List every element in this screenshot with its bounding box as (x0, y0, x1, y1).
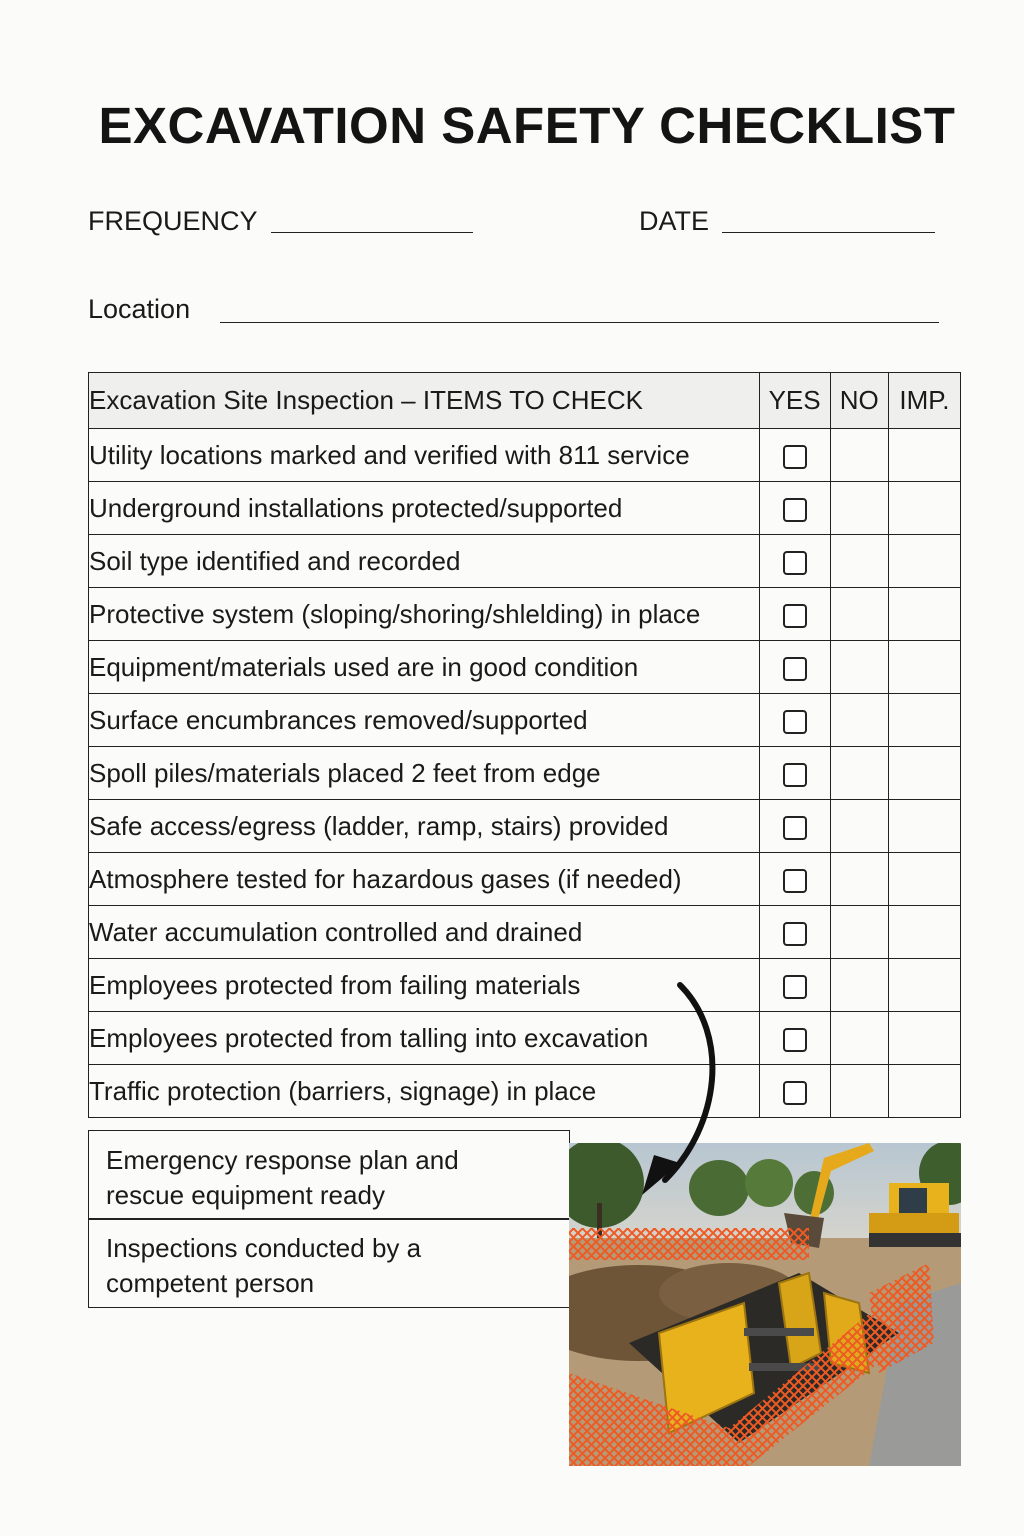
frequency-field[interactable] (271, 232, 473, 233)
no-cell[interactable] (830, 800, 888, 853)
checklist-item-label: Underground installations protected/supported (89, 482, 760, 535)
imp-cell[interactable] (888, 1012, 960, 1065)
extra-row-inspections (88, 1218, 570, 1308)
checklist-item-label: Employees protected from failing materials (89, 959, 760, 1012)
extra-row-line: competent person (106, 1268, 315, 1298)
no-cell[interactable] (830, 694, 888, 747)
yes-cell (759, 747, 830, 800)
arrow-icon (620, 975, 740, 1205)
yes-checkbox[interactable] (783, 816, 807, 840)
yes-checkbox[interactable] (783, 869, 807, 893)
yes-checkbox[interactable] (783, 1028, 807, 1052)
no-cell[interactable] (830, 853, 888, 906)
yes-cell (759, 1065, 830, 1118)
yes-cell (759, 482, 830, 535)
imp-cell[interactable] (888, 482, 960, 535)
imp-cell[interactable] (888, 906, 960, 959)
table-row (89, 694, 961, 747)
imp-cell[interactable] (888, 588, 960, 641)
yes-cell (759, 853, 830, 906)
yes-cell (759, 694, 830, 747)
yes-cell (759, 1012, 830, 1065)
checklist-item-label: Protective system (sloping/shoring/shlelding) in place (89, 588, 760, 641)
checklist-item-label: Equipment/materials used are in good condition (89, 641, 760, 694)
extra-row-line: rescue equipment ready (106, 1180, 385, 1210)
checklist-item-label: Spoll piles/materials placed 2 feet from edge (89, 747, 760, 800)
table-row (89, 429, 961, 482)
yes-cell (759, 959, 830, 1012)
table-row (89, 1065, 961, 1118)
yes-checkbox[interactable] (783, 445, 807, 469)
imp-cell[interactable] (888, 959, 960, 1012)
yes-checkbox[interactable] (783, 1081, 807, 1105)
no-cell[interactable] (830, 906, 888, 959)
table-row (89, 800, 961, 853)
no-column-header: NO (830, 373, 888, 429)
yes-cell (759, 535, 830, 588)
table-row (89, 535, 961, 588)
date-label: DATE (639, 206, 710, 236)
table-row (89, 906, 961, 959)
checklist-item-label: Surface encumbrances removed/supported (89, 694, 760, 747)
table-row (89, 482, 961, 535)
checklist-item-label: Atmosphere tested for hazardous gases (if needed) (89, 853, 760, 906)
yes-cell (759, 588, 830, 641)
checklist-rows (89, 429, 961, 1118)
table-row (89, 588, 961, 641)
imp-cell[interactable] (888, 1065, 960, 1118)
yes-checkbox[interactable] (783, 604, 807, 628)
yes-cell (759, 641, 830, 694)
imp-cell[interactable] (888, 535, 960, 588)
table-row (89, 747, 961, 800)
no-cell[interactable] (830, 1012, 888, 1065)
imp-cell[interactable] (888, 641, 960, 694)
yes-checkbox[interactable] (783, 710, 807, 734)
no-cell[interactable] (830, 588, 888, 641)
table-row (89, 1012, 961, 1065)
yes-checkbox[interactable] (783, 922, 807, 946)
location-label: Location (88, 294, 191, 324)
checklist-item-label: Water accumulation controlled and drained (89, 906, 760, 959)
extra-row-emergency (88, 1130, 570, 1220)
imp-cell[interactable] (888, 429, 960, 482)
yes-cell (759, 800, 830, 853)
page-title: EXCAVATION SAFETY CHECKLIST (98, 97, 956, 154)
yes-checkbox[interactable] (783, 551, 807, 575)
imp-column-header: IMP. (888, 373, 960, 429)
yes-checkbox[interactable] (783, 975, 807, 999)
no-cell[interactable] (830, 747, 888, 800)
items-column-header: Excavation Site Inspection – ITEMS TO CHECK (89, 373, 760, 429)
extra-row-line: Inspections conducted by a (106, 1233, 422, 1263)
table-row (89, 853, 961, 906)
checklist-item-label: Safe access/egress (ladder, ramp, stairs) provided (89, 800, 760, 853)
no-cell[interactable] (830, 959, 888, 1012)
no-cell[interactable] (830, 641, 888, 694)
yes-checkbox[interactable] (783, 498, 807, 522)
imp-cell[interactable] (888, 853, 960, 906)
yes-checkbox[interactable] (783, 763, 807, 787)
checklist-item-label: Traffic protection (barriers, signage) in place (89, 1065, 760, 1118)
table-row (89, 959, 961, 1012)
no-cell[interactable] (830, 482, 888, 535)
imp-cell[interactable] (888, 747, 960, 800)
no-cell[interactable] (830, 535, 888, 588)
no-cell[interactable] (830, 1065, 888, 1118)
table-row (89, 641, 961, 694)
yes-cell (759, 906, 830, 959)
yes-cell (759, 429, 830, 482)
extra-row-line: Emergency response plan and (106, 1145, 459, 1175)
inspection-table (88, 372, 961, 1118)
imp-cell[interactable] (888, 694, 960, 747)
checklist-item-label: Utility locations marked and verified with 811 service (89, 429, 760, 482)
frequency-label: FREQUENCY (88, 206, 258, 236)
no-cell[interactable] (830, 429, 888, 482)
yes-checkbox[interactable] (783, 657, 807, 681)
checklist-item-label: Soil type identified and recorded (89, 535, 760, 588)
date-field[interactable] (722, 232, 935, 233)
yes-column-header: YES (759, 373, 830, 429)
location-field[interactable] (220, 322, 939, 323)
table-header-row (89, 373, 961, 429)
imp-cell[interactable] (888, 800, 960, 853)
checklist-item-label: Employees protected from talling into excavation (89, 1012, 760, 1065)
